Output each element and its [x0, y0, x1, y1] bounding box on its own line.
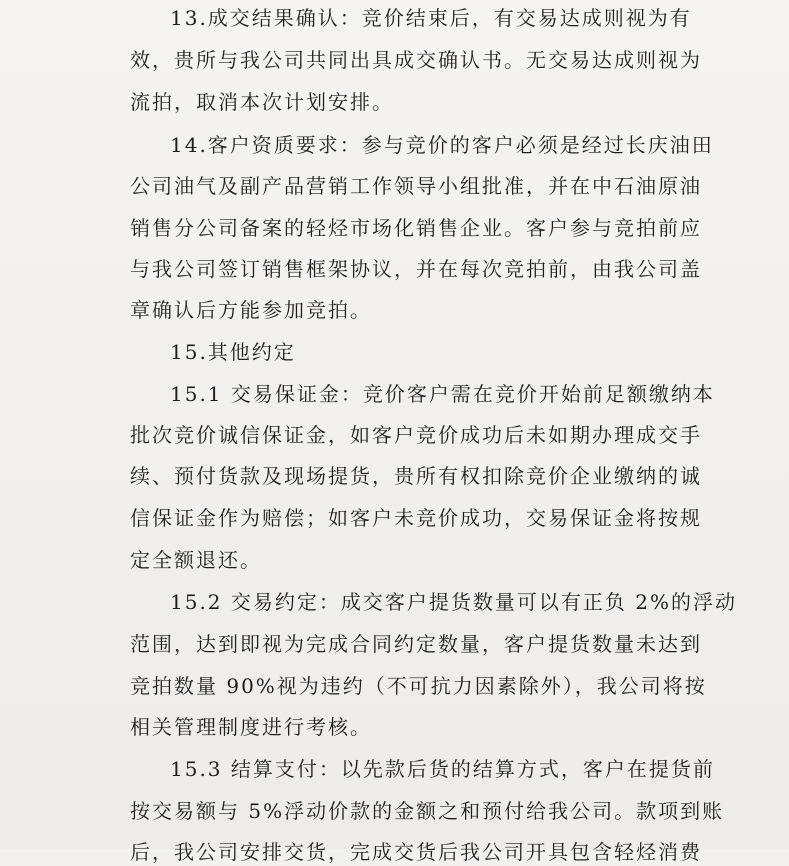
text-line: 相关管理制度进行考核。: [130, 715, 372, 739]
text-line: 13.成交结果确认：竞价结束后，有交易达成则视为有: [170, 6, 692, 30]
section-heading: 15.其他约定: [170, 340, 296, 364]
text-line: 续、预付货款及现场提货，贵所有权扣除竞价企业缴纳的诚: [130, 464, 702, 488]
text-line: 流拍，取消本次计划安排。: [130, 90, 394, 114]
text-line: 销售分公司备案的轻烃市场化销售企业。客户参与竞拍前应: [130, 216, 702, 240]
text-line: 范围，达到即视为完成合同约定数量，客户提货数量未达到: [130, 632, 702, 656]
text-line: 批次竞价诚信保证金，如客户竞价成功后未如期办理成交手: [130, 423, 702, 447]
text-line: 15.3 结算支付：以先款后货的结算方式，客户在提货前: [170, 757, 715, 781]
text-line: 定全额退还。: [130, 548, 262, 572]
text-line: 章确认后方能参加竞拍。: [130, 298, 372, 322]
text-line: 15.2 交易约定：成交客户提货数量可以有正负 2%的浮动: [170, 590, 737, 614]
text-line: 效，贵所与我公司共同出具成交确认书。无交易达成则视为: [130, 48, 702, 72]
text-line: 15.1 交易保证金：竞价客户需在竞价开始前足额缴纳本: [170, 382, 715, 406]
text-line: 按交易额与 5%浮动价款的金额之和预付给我公司。款项到账: [130, 799, 725, 823]
text-line: 与我公司签订销售框架协议，并在每次竞拍前，由我公司盖: [130, 257, 702, 281]
text-line: 竞拍数量 90%视为违约（不可抗力因素除外），我公司将按: [130, 674, 707, 698]
text-line: 公司油气及副产品营销工作领导小组批准，并在中石油原油: [130, 174, 702, 198]
text-line: 14.客户资质要求：参与竞价的客户必须是经过长庆油田: [170, 133, 714, 157]
text-line: 后，我公司安排交货，完成交货后我公司开具包含轻烃消费: [130, 840, 702, 864]
text-line: 信保证金作为赔偿；如客户未竞价成功，交易保证金将按规: [130, 506, 702, 530]
